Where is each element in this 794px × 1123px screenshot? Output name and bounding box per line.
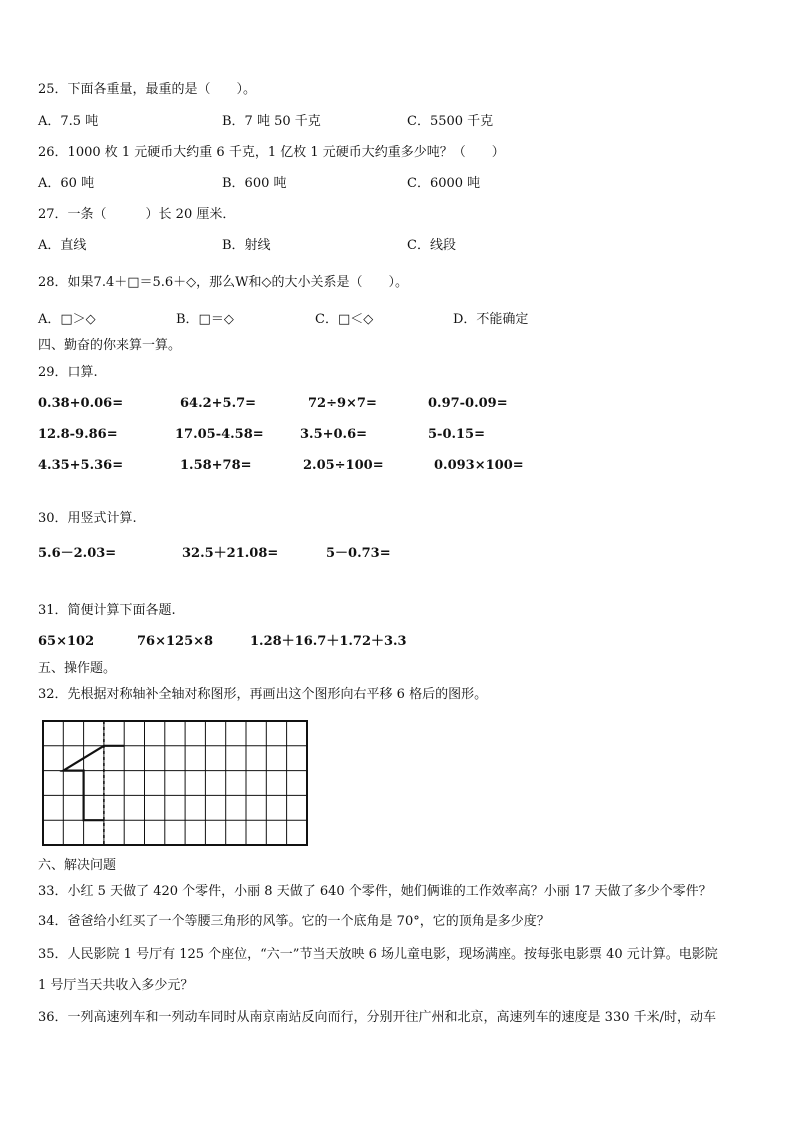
q32-stem: 32．先根据对称轴补全轴对称图形，再画出这个图形向右平移 6 格后的图形。	[38, 687, 488, 702]
q31-item: 1.28＋16.7＋1.72＋3.3	[250, 634, 407, 649]
q25-option-a: A．7.5 吨	[38, 114, 99, 129]
q25-stem: 25．下面各重量，最重的是（ ）。	[38, 82, 257, 97]
q26-option-a: A．60 吨	[38, 176, 95, 191]
q30-item: 5－0.73=	[326, 546, 391, 561]
q35-text-line1: 35．人民影院 1 号厅有 125 个座位，“六一”节当天放映 6 场儿童电影，现场满座。按每张电影票 40 元计算。电影院	[38, 947, 718, 962]
q28-stem: 28．如果7.4＋□＝5.6＋◇，那么W和◇的大小关系是（ ）。	[38, 275, 409, 290]
q29-item: 72÷9×7=	[308, 396, 377, 411]
q29-stem: 29．口算.	[38, 365, 98, 380]
q29-item: 0.093×100=	[434, 458, 524, 473]
q29-item: 4.35+5.36=	[38, 458, 124, 473]
q30-item: 32.5＋21.08=	[182, 546, 279, 561]
q30-stem: 30．用竖式计算.	[38, 511, 137, 526]
q29-item: 64.2+5.7=	[180, 396, 257, 411]
q30-item: 5.6－2.03=	[38, 546, 117, 561]
q29-item: 17.05-4.58=	[175, 427, 264, 442]
q32-grid-figure	[42, 720, 308, 846]
q26-stem: 26．1000 枚 1 元硬币大约重 6 千克，1 亿枚 1 元硬币大约重多少吨？（ ）	[38, 145, 505, 160]
section-4-heading: 四、勤奋的你来算一算。	[38, 338, 182, 353]
section-5-heading: 五、操作题。	[38, 661, 117, 676]
half-figure	[63, 746, 124, 820]
q27-stem: 27．一条（ ）长 20 厘米．	[38, 207, 236, 222]
q27-option-b: B．射线	[222, 238, 271, 253]
q35-text-line2: 1 号厅当天共收入多少元？	[38, 978, 194, 993]
q31-stem: 31．简便计算下面各题.	[38, 603, 176, 618]
q28-option-b: B．□＝◇	[176, 312, 234, 327]
q29-item: 1.58+78=	[180, 458, 252, 473]
section-6-heading: 六、解决问题	[38, 858, 117, 873]
q25-option-b: B．7 吨 50 千克	[222, 114, 321, 129]
q29-item: 5-0.15=	[428, 427, 485, 442]
q29-item: 2.05÷100=	[303, 458, 384, 473]
q25-option-c: C．5500 千克	[407, 114, 494, 129]
q33-text: 33．小红 5 天做了 420 个零件，小丽 8 天做了 640 个零件，她们俩谁的工作效率高？小丽 17 天做了多少个零件？	[38, 884, 712, 899]
q29-item: 3.5+0.6=	[300, 427, 368, 442]
q27-option-a: A．直线	[38, 238, 87, 253]
q28-option-a: A．□＞◇	[38, 312, 96, 327]
q29-item: 0.38+0.06=	[38, 396, 124, 411]
q31-item: 76×125×8	[137, 634, 214, 649]
q26-option-b: B．600 吨	[222, 176, 287, 191]
q31-item: 65×102	[38, 634, 95, 649]
q27-option-c: C．线段	[407, 238, 456, 253]
q36-text: 36．一列高速列车和一列动车同时从南京南站反向而行，分别开往广州和北京，高速列车的速度是 330 千米/时，动车	[38, 1010, 717, 1025]
q29-item: 0.97-0.09=	[428, 396, 508, 411]
q34-text: 34．爸爸给小红买了一个等腰三角形的风筝。它的一个底角是 70°，它的顶角是多少度？	[38, 914, 550, 929]
q28-option-c: C．□＜◇	[315, 312, 374, 327]
q26-option-c: C．6000 吨	[407, 176, 481, 191]
q29-item: 12.8-9.86=	[38, 427, 118, 442]
q28-option-d: D．不能确定	[453, 312, 529, 327]
